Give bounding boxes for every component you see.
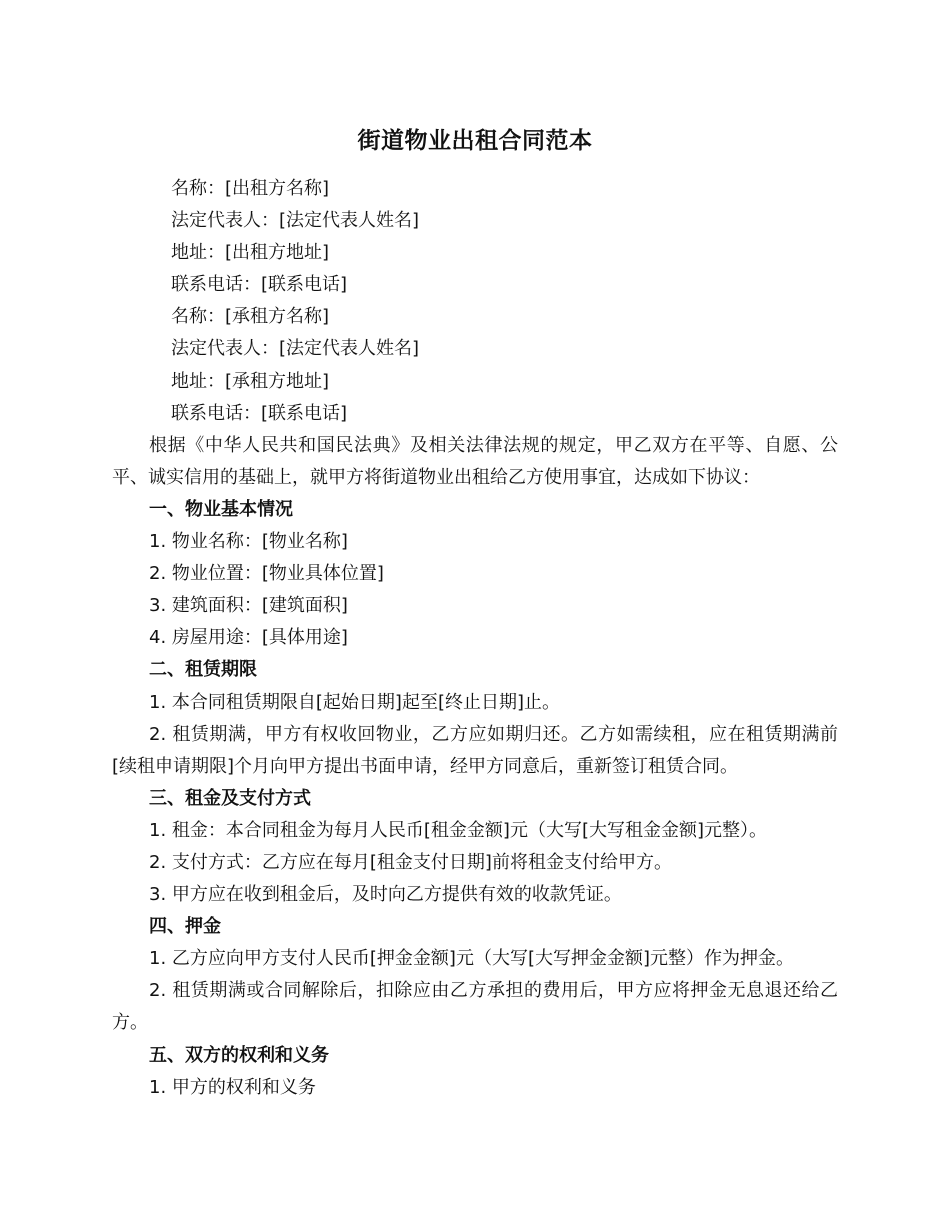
section-item: 2. 支付方式：乙方应在每月[租金支付日期]前将租金支付给甲方。 bbox=[149, 851, 672, 873]
section-heading: 一、物业基本情况 bbox=[149, 498, 293, 520]
section-item: 1. 甲方的权利和义务 bbox=[149, 1076, 316, 1098]
section-heading: 二、租赁期限 bbox=[149, 659, 257, 681]
lessor-address: 地址：[出租方地址] bbox=[171, 242, 330, 264]
section-item: 3. 甲方应在收到租金后，及时向乙方提供有效的收款凭证。 bbox=[149, 884, 622, 906]
section-heading: 五、双方的权利和义务 bbox=[149, 1044, 329, 1066]
lessor-name: 名称：[出租方名称] bbox=[171, 178, 330, 199]
section-item: 3. 建筑面积：[建筑面积] bbox=[149, 595, 348, 617]
section-item: 1. 本合同租赁期限自[起始日期]起至[终止日期]止。 bbox=[149, 691, 560, 713]
document-body bbox=[112, 173, 838, 1104]
lessor-phone: 联系电话：[联系电话] bbox=[171, 274, 348, 296]
section-heading: 四、押金 bbox=[149, 916, 221, 938]
section-item: 4. 房屋用途：[具体用途] bbox=[149, 627, 348, 649]
section-item: 1. 物业名称：[物业名称] bbox=[149, 531, 348, 553]
lessee-name: 名称：[承租方名称] bbox=[171, 306, 330, 328]
document-title: 街道物业出租合同范本 bbox=[357, 128, 593, 154]
section-heading: 三、租金及支付方式 bbox=[149, 787, 311, 809]
lessee-phone: 联系电话：[联系电话] bbox=[171, 402, 348, 424]
section-item: 1. 租金：本合同租金为每月人民币[租金金额]元（大写[大写租金金额]元整）。 bbox=[149, 819, 767, 841]
section-item: 1. 乙方应向甲方支付人民币[押金金额]元（大写[大写押金金额]元整）作为押金。 bbox=[149, 948, 794, 970]
section-paragraph: 2. 租赁期满或合同解除后，扣除应由乙方承担的费用后，甲方应将押金无息退还给乙方。 bbox=[112, 980, 838, 1034]
preamble-paragraph: 根据《中华人民共和国民法典》及相关法律法规的规定，甲乙双方在平等、自愿、公平、诚实信用的基础上，就甲方将街道物业出租给乙方使用事宜，达成如下协议： bbox=[112, 434, 838, 488]
lessor-representative: 法定代表人：[法定代表人姓名] bbox=[171, 210, 420, 232]
section-paragraph: 2. 租赁期满，甲方有权收回物业，乙方应如期归还。乙方如需续租，应在租赁期满前[续租申请期限]个月向甲方提出书面申请，经甲方同意后，重新签订租赁合同。 bbox=[112, 723, 838, 777]
section-item: 2. 物业位置：[物业具体位置] bbox=[149, 563, 384, 585]
lessee-representative: 法定代表人：[法定代表人姓名] bbox=[171, 338, 420, 360]
lessee-address: 地址：[承租方地址] bbox=[171, 370, 330, 392]
